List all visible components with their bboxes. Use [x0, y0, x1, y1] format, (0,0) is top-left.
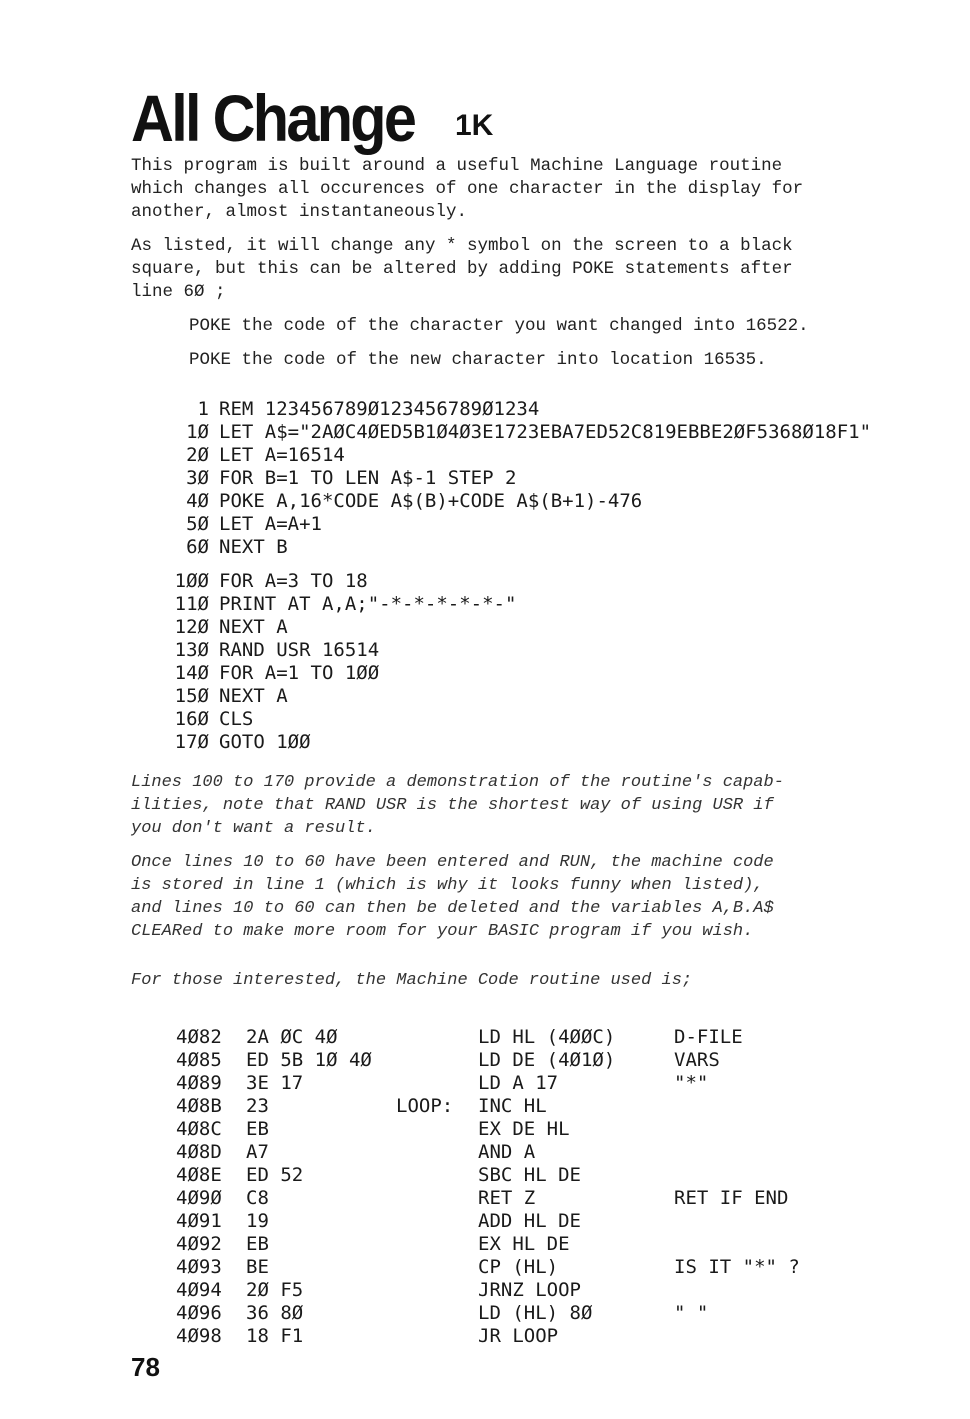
line-code: REM 123456789Ø123456789Ø1234 [219, 398, 540, 420]
intro-paragraph-1: This program is built around a useful Machine Language routine which changes all occurences of one character in the display for another, almost instantaneously. [131, 156, 804, 222]
asm-address: 4Ø8E [176, 1164, 222, 1186]
line-number: 1ØØ [174, 570, 209, 592]
asm-address: 4Ø92 [176, 1233, 222, 1255]
asm-instruction: RET Z [478, 1187, 536, 1209]
asm-address: 4Ø85 [176, 1049, 222, 1071]
page-number: 78 [131, 1352, 160, 1382]
asm-instruction: LD DE (4Ø1Ø) [478, 1049, 616, 1071]
asm-address: 4Ø94 [176, 1279, 222, 1301]
asm-instruction: INC HL [478, 1095, 547, 1117]
line-number: 1Ø [186, 421, 209, 443]
asm-hex-bytes: C8 [246, 1187, 269, 1209]
asm-address: 4Ø89 [176, 1072, 222, 1094]
line-code: FOR A=1 TO 1ØØ [219, 662, 380, 684]
line-number: 1 [197, 398, 209, 420]
program-line [165, 398, 871, 421]
asm-label: LOOP: [396, 1095, 454, 1117]
line-code: RAND USR 16514 [219, 639, 380, 661]
poke-instruction-2: POKE the code of the new character into location 16535. [189, 350, 767, 370]
note-paragraph-3: For those interested, the Machine Code routine used is; [131, 971, 693, 990]
asm-address: 4Ø82 [176, 1026, 222, 1048]
line-code: LET A=A+1 [219, 513, 322, 535]
note-paragraph-2: Once lines 10 to 60 have been entered and RUN, the machine code is stored in line 1 (which is why it looks funny when listed), and lines 10 to 60 can then be deleted and the variables A,B.A$ CLEARed to make more room for your BASIC program if you wish. [131, 853, 774, 941]
asm-comment: "*" [674, 1072, 709, 1094]
asm-comment: IS IT "*" ? [674, 1256, 800, 1278]
line-code: LET A=16514 [219, 444, 345, 466]
asm-address: 4Ø8C [176, 1118, 222, 1140]
asm-hex-bytes: 23 [246, 1095, 269, 1117]
program-line [165, 639, 516, 662]
program-line [165, 490, 871, 513]
memory-tag: 1K [455, 109, 494, 142]
line-code: CLS [219, 708, 254, 730]
asm-address: 4Ø9Ø [176, 1187, 222, 1209]
asm-instruction: EX HL DE [478, 1233, 570, 1255]
asm-hex-bytes: 2Ø F5 [246, 1279, 304, 1301]
asm-address: 4Ø98 [176, 1325, 222, 1347]
asm-hex-bytes: 3E 17 [246, 1072, 304, 1094]
asm-comment: " " [674, 1302, 709, 1324]
line-number: 6Ø [186, 536, 209, 558]
basic-listing-demo [165, 570, 516, 754]
line-code: NEXT A [219, 685, 288, 707]
asm-instruction: LD (HL) 8Ø [478, 1302, 593, 1324]
line-number: 3Ø [186, 467, 209, 489]
asm-instruction: JR LOOP [478, 1325, 559, 1347]
asm-hex-bytes: BE [246, 1256, 269, 1278]
line-number: 4Ø [186, 490, 209, 512]
asm-comment: RET IF END [674, 1187, 789, 1209]
asm-address: 4Ø8B [176, 1095, 222, 1117]
asm-hex-bytes: 2A ØC 4Ø [246, 1026, 338, 1048]
asm-instruction: JRNZ LOOP [478, 1279, 581, 1301]
asm-address: 4Ø93 [176, 1256, 222, 1278]
asm-hex-bytes: ED 5B 1Ø 4Ø [246, 1049, 372, 1071]
asm-address: 4Ø91 [176, 1210, 222, 1232]
asm-hex-bytes: 19 [246, 1210, 269, 1232]
line-number: 12Ø [174, 616, 209, 638]
line-number: 13Ø [174, 639, 209, 661]
asm-comment: VARS [674, 1049, 720, 1071]
line-number: 17Ø [174, 731, 209, 753]
basic-listing-setup [165, 398, 871, 559]
program-line [165, 731, 516, 754]
program-line [165, 685, 516, 708]
line-number: 14Ø [174, 662, 209, 684]
program-line [165, 708, 516, 731]
program-line [165, 570, 516, 593]
note-paragraph-1: Lines 100 to 170 provide a demonstration of the routine's capab- ilities, note that RAND USR is the shortest way of using USR if you don't want a result. [131, 773, 784, 838]
asm-instruction: LD HL (4ØØC) [478, 1026, 616, 1048]
program-line [165, 467, 871, 490]
asm-address: 4Ø8D [176, 1141, 222, 1163]
asm-instruction: ADD HL DE [478, 1210, 581, 1232]
asm-instruction: CP (HL) [478, 1256, 559, 1278]
line-number: 11Ø [174, 593, 209, 615]
line-code: NEXT B [219, 536, 288, 558]
line-code: LET A$="2AØC4ØED5B1Ø4Ø3E1723EBA7ED52C819EBBE2ØF5368Ø18F1" [219, 421, 872, 443]
line-number: 15Ø [174, 685, 209, 707]
asm-hex-bytes: ED 52 [246, 1164, 304, 1186]
poke-instruction-1: POKE the code of the character you want changed into 16522. [189, 316, 809, 336]
program-line [165, 421, 871, 444]
asm-hex-bytes: EB [246, 1233, 269, 1255]
asm-address: 4Ø96 [176, 1302, 222, 1324]
program-line [165, 536, 871, 559]
line-code: NEXT A [219, 616, 288, 638]
line-code: FOR B=1 TO LEN A$-1 STEP 2 [219, 467, 517, 489]
program-line [165, 444, 871, 467]
asm-instruction: SBC HL DE [478, 1164, 581, 1186]
asm-instruction: LD A 17 [478, 1072, 559, 1094]
asm-comment: D-FILE [674, 1026, 743, 1048]
asm-hex-bytes: 36 8Ø [246, 1302, 304, 1324]
asm-instruction: AND A [478, 1141, 536, 1163]
intro-paragraph-2: As listed, it will change any * symbol on the screen to a black square, but this can be altered by adding POKE statements after line 6Ø ; [131, 236, 793, 302]
program-line [165, 662, 516, 685]
line-number: 16Ø [174, 708, 209, 730]
line-number: 5Ø [186, 513, 209, 535]
asm-hex-bytes: EB [246, 1118, 269, 1140]
program-line [165, 513, 871, 536]
asm-hex-bytes: 18 F1 [246, 1325, 304, 1347]
line-code: POKE A,16*CODE A$(B)+CODE A$(B+1)-476 [219, 490, 643, 512]
program-line [165, 616, 516, 639]
line-code: PRINT AT A,A;"-*-*-*-*-*-" [219, 593, 517, 615]
line-number: 2Ø [186, 444, 209, 466]
asm-instruction: EX DE HL [478, 1118, 570, 1140]
program-line [165, 593, 516, 616]
line-code: FOR A=3 TO 18 [219, 570, 368, 592]
asm-hex-bytes: A7 [246, 1141, 269, 1163]
line-code: GOTO 1ØØ [219, 731, 311, 753]
page-title: All Change [131, 81, 415, 155]
